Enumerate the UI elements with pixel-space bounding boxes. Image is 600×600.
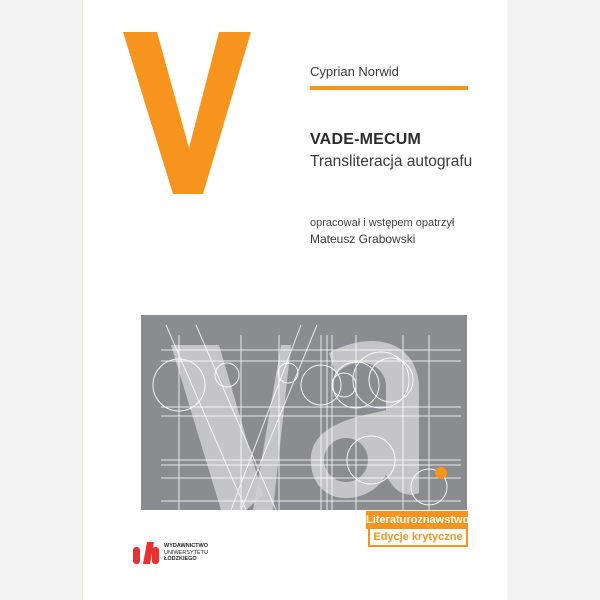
- publisher-line-1: WYDAWNICTWO: [164, 543, 208, 550]
- publisher-line-3: ŁÓDZKIEGO: [164, 556, 197, 563]
- book-cover: [82, 0, 507, 600]
- book-title: VADE-MECUM: [310, 131, 422, 148]
- period-dot-icon: [435, 467, 447, 479]
- editor-name: Mateusz Grabowski: [310, 232, 416, 246]
- publisher-line-2: UNIWERSYTETU: [164, 549, 208, 556]
- category-tag: Literaturoznawstwo: [366, 511, 468, 529]
- accent-rule: [310, 86, 468, 90]
- publisher-name: [164, 543, 208, 563]
- book-subtitle: Transliteracja autografu: [310, 153, 473, 170]
- letter-construction-grid-icon: [141, 315, 467, 510]
- large-initial-v: [123, 32, 251, 194]
- series-tag: Edycje krytyczne: [368, 529, 468, 547]
- publisher-mark-icon: [133, 542, 159, 564]
- author-name: Cyprian Norwid: [310, 64, 399, 79]
- editor-label: opracował i wstępem opatrzył: [310, 217, 455, 229]
- cover-illustration: [141, 315, 467, 510]
- publisher-logo: [133, 542, 208, 564]
